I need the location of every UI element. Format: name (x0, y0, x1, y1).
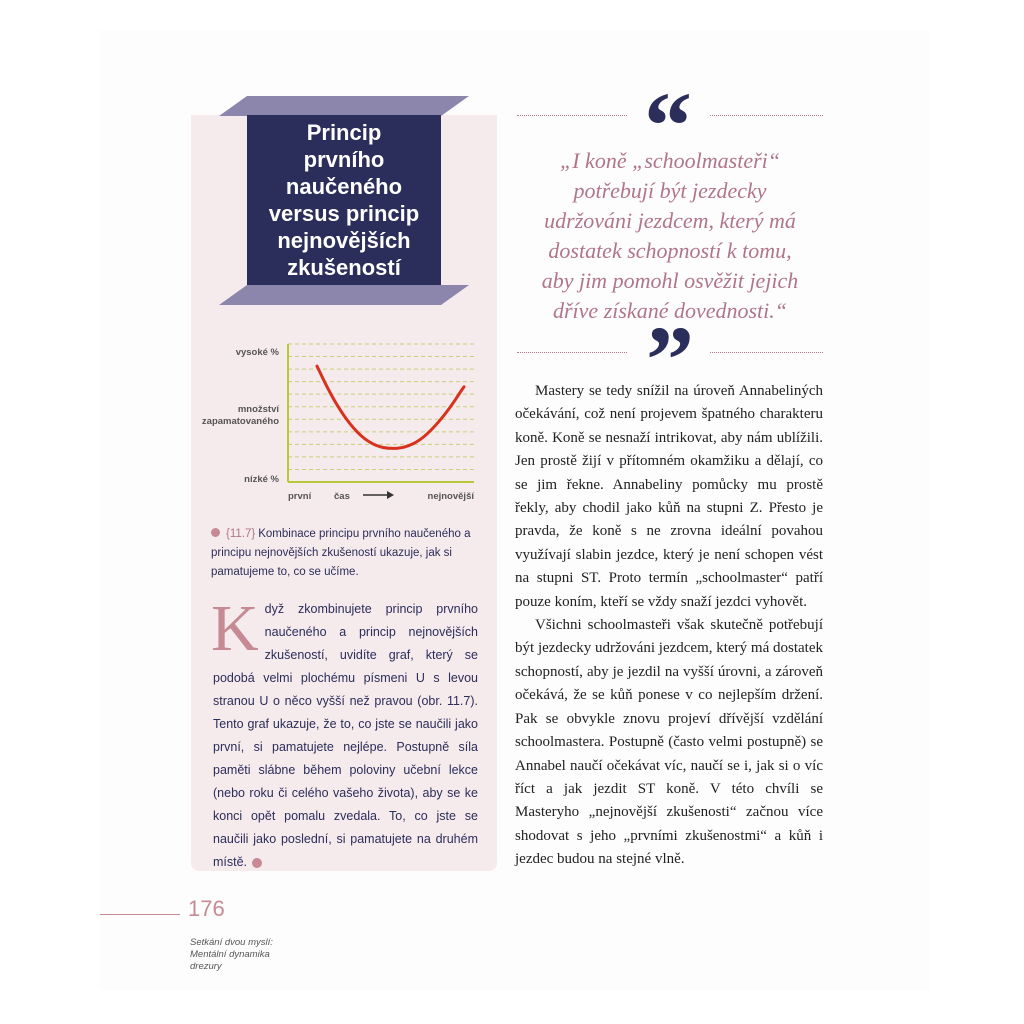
x-tick-middle: čas (334, 491, 350, 502)
quote-rule-top-right (710, 115, 823, 116)
title-box-bottom-bevel (219, 285, 469, 305)
title-box-top-bevel (219, 96, 469, 116)
figure-caption (211, 525, 481, 582)
sidebar-title: Princip prvního naučeného versus princip nejnovějších zkušeností (268, 120, 420, 280)
sidebar-body-text: dyž zkombinujete princip prvního naučeného a princip nejnovějších zkušeností, uvidíte graf, který se podobá velmi plochému písmeni U s levou stranou U o něco vyšší než pravou (obr. 11.7). Tento graf ukazuje, že to, co jste se naučili jako první, si pamatujete nejlépe. Postupně síla paměti slábne během poloviny učební lekce (nebo roku či celého vašeho života), aby se ke konci opět pomalu zvedala. To, co jste se naučili jako poslední, si pamatujete na druhém místě. (213, 602, 478, 869)
pull-quote: „I koně „schoolmasteři“ potřebují být jezdecky udržováni jezdcem, který má dostatek schopností k tomu, aby jim pomohl osvěžit jejich dříve získané dovednosti.“ (541, 148, 799, 323)
series-line (317, 366, 464, 448)
article-paragraph-2: Všichni schoolmasteři však skutečně potřebují být jezdecky udržováni jezdcem, který má dostatek schopností, aby je jezdil na vyšší úrovni, a zároveň očekává, že se kůň ponese v co nejlepším držení. Pak se obvykle znovu projeví dřívější vzdělání schoolmastera. Postupně (často velmi postupně) se Annabel naučí očekávat víc, naučí se i, jak si o víc říct a jak jezdit ST koně. V této chvíli se Masteryho „nejnovější zkušenosti“ začnou více shodovat s jeho „prvními zkušenostmi“ a kůň i jezdec budou na stejné vlně. (515, 617, 823, 868)
memory-chart-svg (191, 330, 497, 510)
book-title: Setkání dvou myslí: Mentální dynamika drezury (190, 937, 273, 972)
quote-rule-top-left (517, 115, 627, 116)
page-number: 176 (188, 896, 225, 921)
sidebar-title-box (247, 115, 441, 285)
caption-number: {11.7} (226, 528, 256, 540)
x-tick-start: první (288, 491, 312, 502)
y-axis-label-line1: množství (237, 404, 279, 415)
article-paragraph-1: Mastery se tedy snížil na úroveň Annabeliných očekávání, což není projevem špatného charakteru koně. Koně se nesnaží intrikovat, aby nám ublížili. Jen prostě žijí v přítomném okamžiku a dělají, co se jim řekne. Annabeliny pomůcky mu prostě řekly, aby chodil jako kůň na stupni Z. Přesto je pravda, že koně s ne zrovna ideální povahou využívají slabin jezdce, který je není schopen vést na stupni ST. Proto termín „schoolmaster“ patří pouze koním, kteří se vždy snaží jezdci vyhovět. (515, 383, 823, 610)
y-axis-label-line2: zapamatovaného (201, 416, 279, 427)
close-quote-icon: ” (646, 306, 694, 413)
open-quote-icon: “ (644, 72, 692, 179)
quote-rule-bottom-right (710, 352, 823, 353)
caption-text: Kombinace principu prvního naučeného a principu nejnovějších zkušeností ukazuje, jak si pamatujeme to, co se učíme. (211, 528, 471, 578)
footer-rule (100, 914, 180, 915)
sidebar-body (211, 592, 478, 874)
y-tick-high: vysoké % (235, 347, 279, 358)
memory-chart (191, 330, 497, 510)
chart-grid (288, 344, 474, 469)
dropcap-letter: K (211, 592, 259, 665)
y-tick-low: nízké % (244, 474, 279, 485)
article-body (515, 380, 823, 872)
x-tick-end: nejnovější (427, 491, 474, 502)
end-mark-icon (252, 858, 262, 868)
quote-rule-bottom-left (517, 352, 627, 353)
caption-bullet-icon (211, 528, 220, 537)
time-arrow-icon (363, 491, 394, 499)
